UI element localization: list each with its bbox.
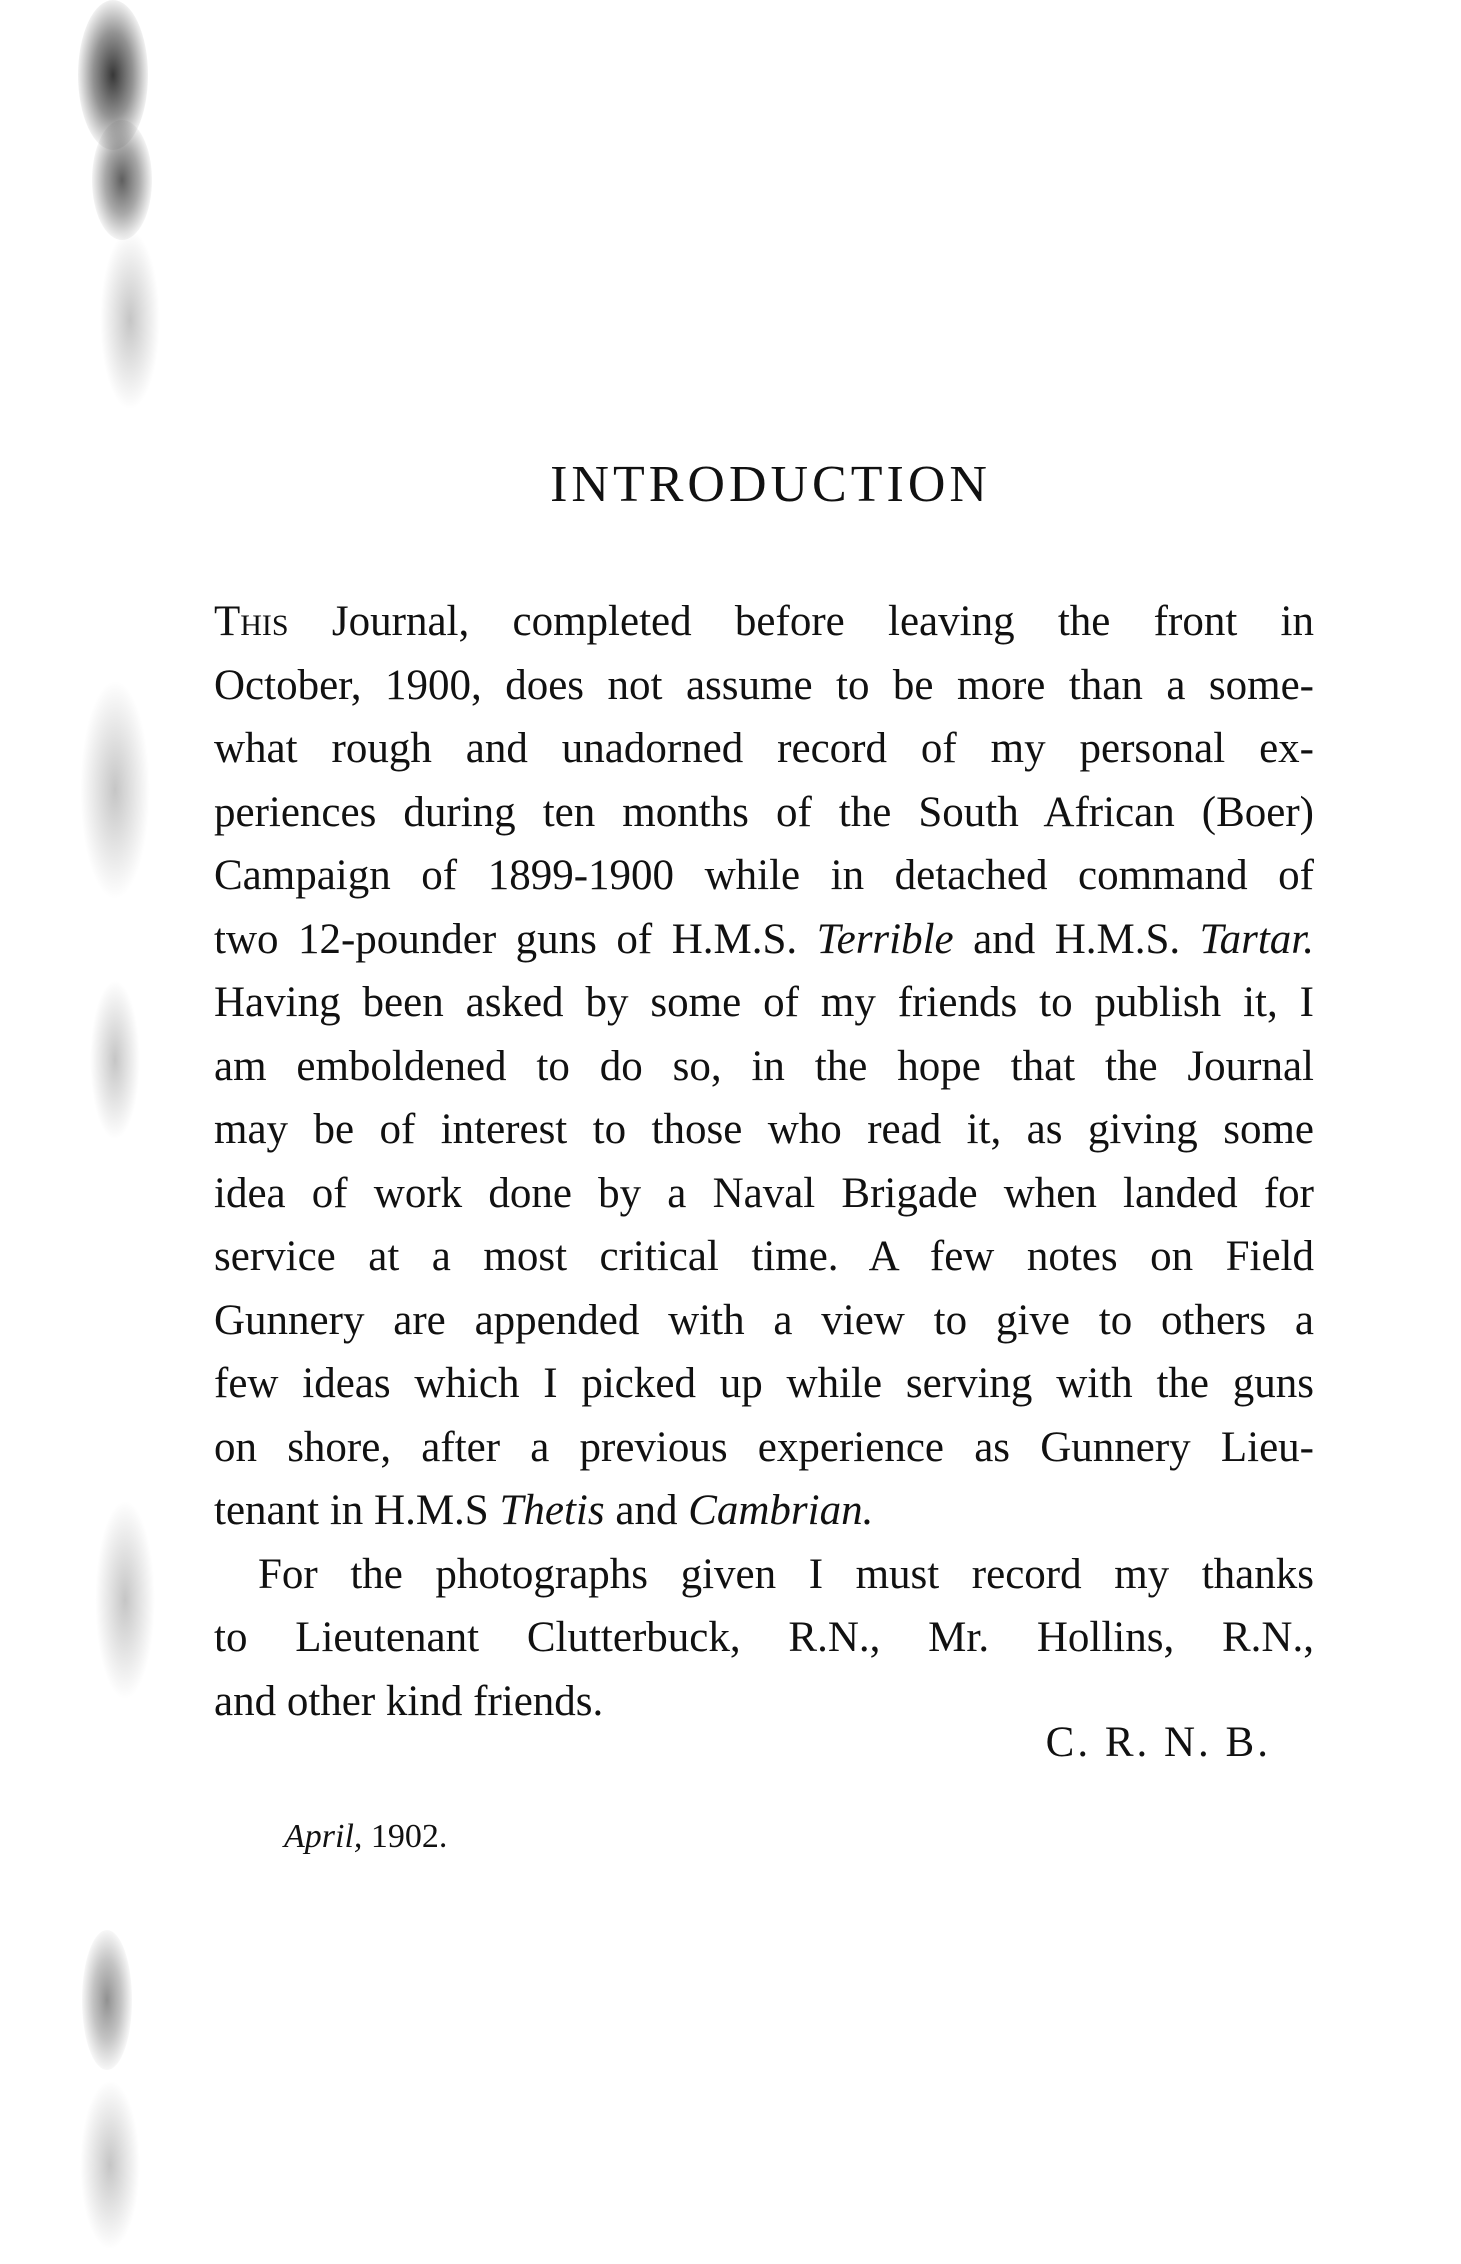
text-line: This Journal, completed before leaving the front in (214, 598, 1315, 645)
ship-name: Thetis (499, 1487, 605, 1534)
text-line: tenant in H.M.S Thetis and Cambrian. (214, 1487, 874, 1534)
author-initials: C. R. N. B. (1045, 1719, 1271, 1766)
text-line: and other kind friends. (214, 1677, 604, 1725)
text-line: periences during ten months of the South African (Boer) (214, 788, 1314, 836)
text-line: few ideas which I picked up while serving with the guns (214, 1360, 1314, 1407)
lead-word: This (214, 598, 289, 645)
scan-smudge-bottom (82, 1930, 132, 2070)
ship-name: Cambrian. (688, 1487, 874, 1534)
text-line: two 12-pounder guns of H.M.S. Terrible and H.M.S. Tartar. (214, 915, 1315, 963)
scan-speckle (80, 2080, 140, 2250)
scan-smudge-top-lower (92, 120, 152, 240)
date-year: 1902. (370, 1818, 448, 1855)
text-line: service at a most critical time. A few notes on Field (214, 1233, 1314, 1280)
text-line: For the photographs given I must record my thanks (258, 1550, 1314, 1598)
text-line: what rough and unadorned record of my personal ex- (214, 725, 1314, 772)
introduction-body (214, 590, 1314, 1733)
ship-name: Terrible (816, 915, 954, 963)
scan-speckle (95, 1500, 155, 1700)
text-line: Gunnery are appended with a view to give to others a (214, 1296, 1314, 1344)
scan-speckle (90, 980, 140, 1140)
text-line: on shore, after a previous experience as Gunnery Lieu- (214, 1423, 1314, 1471)
page-title: INTRODUCTION (550, 455, 991, 513)
text-line: may be of interest to those who read it, as giving some (214, 1106, 1314, 1153)
scan-speckle (100, 230, 160, 410)
scan-speckle (80, 680, 150, 900)
ship-name: Tartar. (1199, 915, 1315, 963)
text-line: Campaign of 1899-1900 while in detached command of (214, 852, 1314, 899)
date-line (284, 1818, 447, 1856)
text-line: am emboldened to do so, in the hope that the Journal (214, 1042, 1314, 1090)
text-line: October, 1900, does not assume to be more than a some- (214, 661, 1314, 709)
text-line: idea of work done by a Naval Brigade when landed for (214, 1169, 1314, 1217)
date-month: April, (284, 1818, 363, 1855)
text-line: to Lieutenant Clutterbuck, R.N., Mr. Hollins, R.N., (214, 1614, 1314, 1661)
text-line: Having been asked by some of my friends to publish it, I (214, 979, 1314, 1026)
